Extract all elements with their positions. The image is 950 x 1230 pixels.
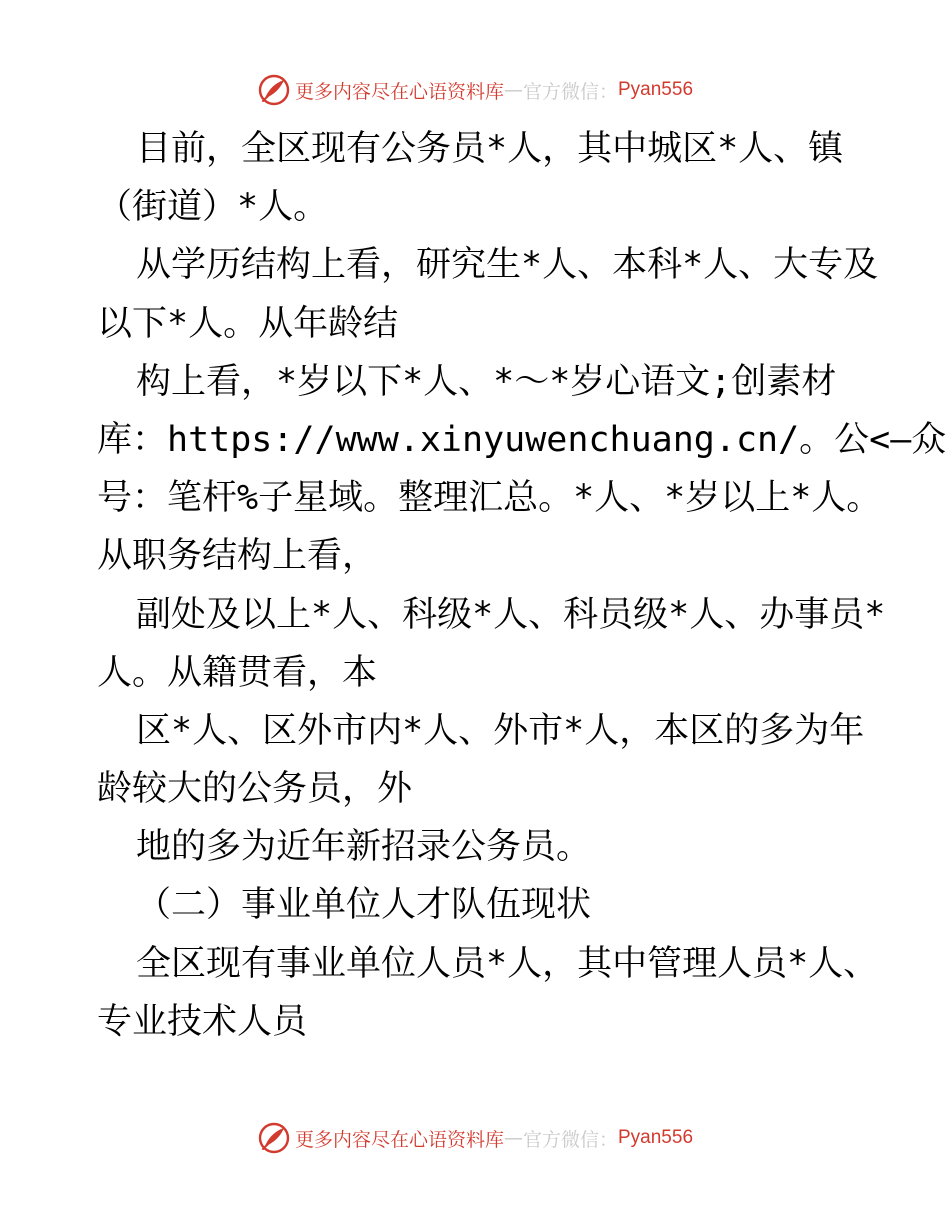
text-line: （二）事业单位人才队伍现状 [136,885,592,926]
text-line: （街道）*人。 [97,187,329,228]
text-line: 构上看，*岁以下*人、*～*岁心语文;创素材 [136,361,837,402]
text-line: 龄较大的公务员，外 [97,769,413,810]
banner-sub-text: 官方微信： [522,80,618,103]
text-line: 副处及以上*人、科级*人、科员级*人、办事员* [136,594,886,635]
feather-pen-logo-icon [257,73,291,107]
text-line: 目前，全区现有公务员*人，其中城区*人、镇 [136,129,844,169]
text-line: 从学历结构上看，研究生*人、本科*人、大专及 [136,245,879,286]
banner-dash: — [503,79,523,101]
header-banner [0,70,950,110]
banner-main-text: 更多内容尽在心语资料库 [294,80,504,103]
document-body [97,120,947,1051]
banner-sub-text: 官方微信： [522,1128,618,1151]
text-line: 号：笔杆%子星域。整理汇总。*人、*岁以上*人。 [97,478,882,519]
banner-dash: — [503,1127,523,1149]
text-line: 地的多为近年新招录公务员。 [136,827,592,868]
banner-main-text: 更多内容尽在心语资料库 [294,1128,504,1151]
text-line: 以下*人。从年龄结 [97,303,399,344]
banner-wechat-handle: Pyan556 [618,1127,694,1148]
text-line: 从职务结构上看， [97,536,378,577]
banner-wechat-handle: Pyan556 [618,79,694,100]
text-line: 库：https://www.xinyuwenchuang.cn/。公<—众 [97,419,947,460]
footer-banner [0,1118,950,1158]
feather-pen-logo-icon [257,1121,291,1155]
text-line: 人。从籍贯看，本 [97,652,378,693]
text-line: 区*人、区外市内*人、外市*人，本区的多为年 [136,710,865,751]
text-line: 专业技术人员 [97,1001,308,1042]
text-line: 全区现有事业单位人员*人，其中管理人员*人、 [136,943,879,984]
